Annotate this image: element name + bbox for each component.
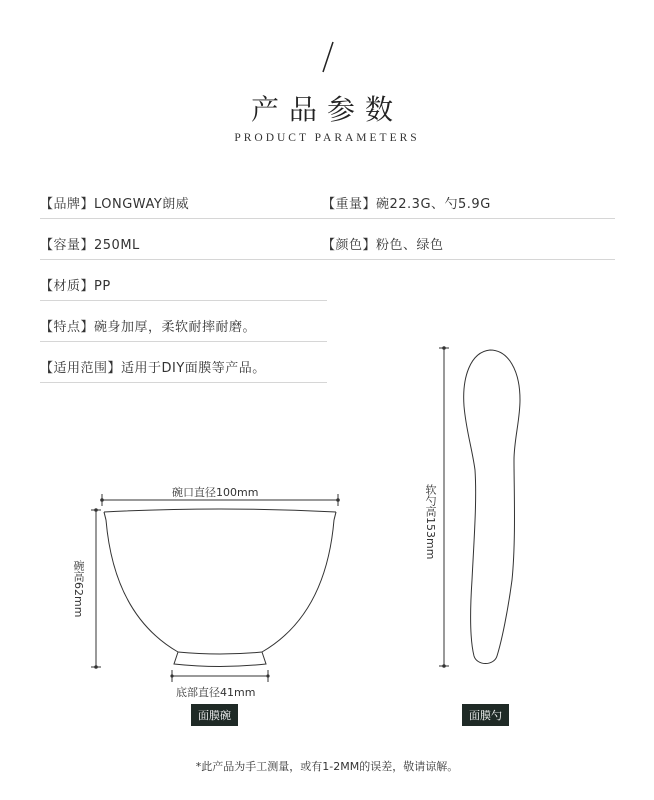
spec-scope: 【适用范围】适用于DIY面膜等产品。 bbox=[40, 361, 266, 376]
bowl-bottom-label: 底部直径41mm bbox=[176, 686, 256, 699]
page-title: 产品参数 bbox=[250, 93, 403, 126]
bowl-bottom-dimension bbox=[172, 670, 268, 682]
spec-feature: 【特点】碗身加厚，柔软耐摔耐磨。 bbox=[40, 320, 257, 335]
spoon-tag: 面膜勺 bbox=[462, 704, 509, 726]
bowl-tag: 面膜碗 bbox=[191, 704, 238, 726]
spec-brand: 【品牌】LONGWAY朗威 bbox=[40, 197, 190, 212]
footnote: *此产品为手工测量，或有1-2MM的误差，敬请谅解。 bbox=[195, 760, 459, 773]
bowl-mouth-label: 碗口直径100mm bbox=[172, 486, 259, 499]
page-subtitle: PRODUCT PARAMETERS bbox=[234, 132, 420, 144]
bowl-height-label: 碗高62mm bbox=[72, 560, 85, 618]
spoon-height-dimension bbox=[439, 348, 449, 666]
spoon-height-label: 软勺高153mm bbox=[424, 484, 437, 560]
spec-weight: 【重量】碗22.3G、勺5.9G bbox=[322, 197, 491, 212]
spec-capacity: 【容量】250ML bbox=[40, 238, 140, 253]
spec-material: 【材质】PP bbox=[40, 279, 111, 294]
bowl-height-dimension bbox=[91, 510, 101, 667]
spec-color: 【颜色】粉色、绿色 bbox=[322, 238, 444, 253]
spoon-outline bbox=[464, 350, 520, 664]
bowl-outline bbox=[104, 509, 336, 667]
